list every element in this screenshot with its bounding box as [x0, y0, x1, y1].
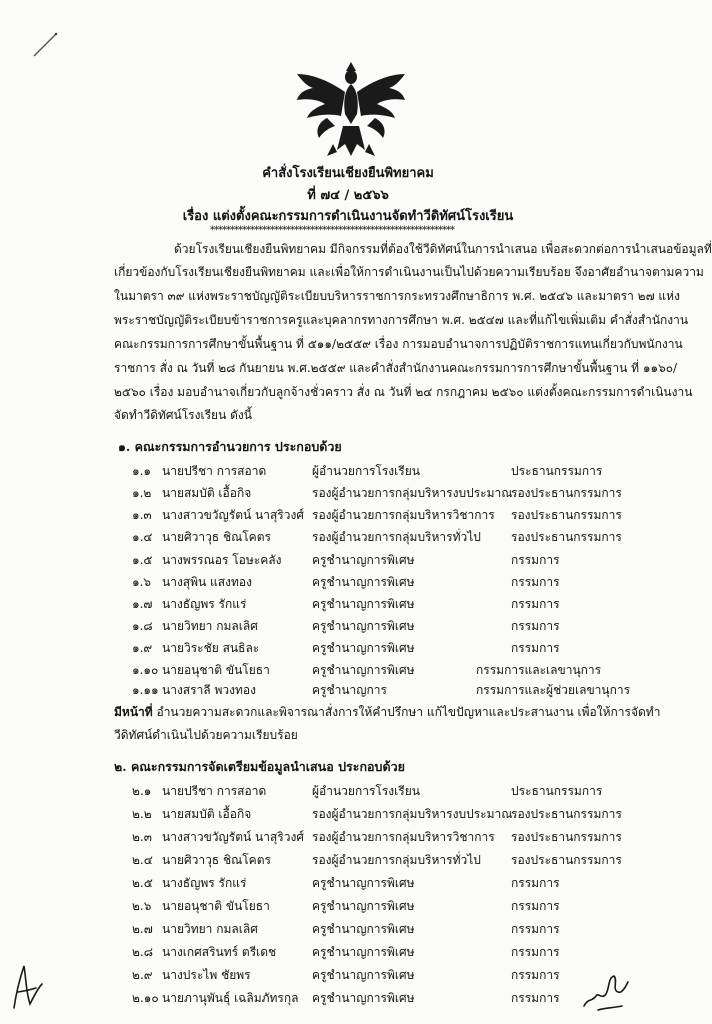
member-name: นายศิวาวุธ ชิณโคตร: [162, 853, 271, 867]
member-role: รองประธานกรรมการ: [511, 807, 622, 821]
table-row: [0, 874, 696, 892]
member-role: รองประธานกรรมการ: [511, 853, 622, 867]
member-no: ๑.๒: [132, 486, 152, 500]
member-no: ๒.๒: [132, 807, 152, 821]
member-position: ผู้อำนวยการโรงเรียน: [312, 464, 420, 478]
table-row: [0, 484, 696, 502]
divider-stars: *************************************************************: [210, 225, 454, 236]
table-row: [0, 617, 696, 635]
member-no: ๑.๗: [132, 597, 153, 611]
member-role: รองประธานกรรมการ: [511, 508, 622, 522]
member-position: ครูชำนาญการพิเศษ: [312, 968, 415, 982]
member-no: ๒.๙: [132, 968, 153, 982]
member-position: ครูชำนาญการพิเศษ: [312, 597, 415, 611]
member-no: ๒.๕: [132, 876, 153, 890]
member-role: กรรมการ: [511, 597, 560, 611]
member-name: นางธัญพร รักแร่: [162, 876, 247, 890]
initials-signature-right-icon: [578, 968, 634, 1016]
member-role: ประธานกรรมการ: [511, 784, 603, 798]
member-name: นายอนุชาติ ขันโยธา: [162, 663, 270, 677]
table-row: [0, 782, 696, 800]
intro-line: ด้วยโรงเรียนเชียงยืนพิทยาคม มีกิจกรรมที่ต้องใช้วีดิทัศน์ในการนำเสนอ เพื่อสะดวกต่อการนำเสนอข้อมูลที่: [174, 242, 712, 256]
member-role: กรรมการ: [511, 922, 560, 936]
member-name: นางเกศสรินทร์ ตรีเดช: [162, 945, 277, 959]
member-position: รองผู้อำนวยการกลุ่มบริหารวิชาการ: [312, 830, 495, 844]
table-row: [0, 551, 696, 569]
member-role: กรรมการ: [511, 876, 560, 890]
member-position: รองผู้อำนวยการกลุ่มบริหารงบประมาณ: [312, 807, 513, 821]
member-role: กรรมการ: [511, 945, 560, 959]
member-position: ครูชำนาญการพิเศษ: [312, 619, 415, 633]
member-name: นางสาวขวัญรัตน์ นาสุริวงศ์: [162, 508, 304, 522]
member-name: นายปรีชา การสอาด: [162, 464, 267, 478]
member-position: ครูชำนาญการพิเศษ: [312, 641, 415, 655]
member-position: ครูชำนาญการพิเศษ: [312, 991, 415, 1005]
member-position: รองผู้อำนวยการกลุ่มบริหารวิชาการ: [312, 508, 495, 522]
intro-line: คณะกรรมการการศึกษาขั้นพื้นฐาน ที่ ๕๑๑/๒๕๕๙ เรื่อง การมอบอำนาจการปฏิบัติราชการแทนเกี่ยวกับพนักงาน: [114, 337, 683, 351]
member-role: กรรมการ: [511, 899, 560, 913]
table-row: [0, 920, 696, 938]
member-no: ๑.๑๐: [132, 663, 159, 677]
member-no: ๑.๖: [132, 575, 152, 589]
member-no: ๒.๗: [132, 922, 153, 936]
member-no: ๑.๓: [132, 508, 152, 522]
member-name: นายภานุพันธุ์ เฉลิมภัทรกุล: [162, 991, 299, 1005]
intro-line: พระราชบัญญัติระเบียบข้าราชการครูและบุคลากรทางการศึกษา พ.ศ. ๒๕๔๗ และที่แก้ไขเพิ่มเติม คำสั่งสำนักงาน: [114, 313, 689, 327]
intro-line: ๒๕๖๐ เรื่อง มอบอำนาจเกี่ยวกับลูกจ้างชั่วคราว สั่ง ณ วันที่ ๒๔ กรกฎาคม ๒๕๖๐ แต่งตั้งคณะกรรมการดำเนินงาน: [114, 385, 693, 399]
order-subject: เรื่อง แต่งตั้งคณะกรรมการดำเนินงานจัดทำวีดิทัศน์โรงเรียน: [182, 209, 514, 224]
intro-line: เกี่ยวข้องกับโรงเรียนเชียงยืนพิทยาคม และเพื่อให้การดำเนินงานเป็นไปด้วยความเรียบร้อย จึงอาศัยอำนาจตามความ: [114, 265, 704, 279]
duty-text: [114, 703, 674, 722]
member-position: รองผู้อำนวยการกลุ่มบริหารงบประมาณ: [312, 486, 513, 500]
order-title: คำสั่งโรงเรียนเชียงยืนพิทยาคม: [262, 166, 434, 181]
table-row: [0, 897, 696, 915]
member-role: กรรมการและผู้ช่วยเลขานุการ: [476, 683, 631, 697]
member-no: ๒.๑๐: [132, 991, 159, 1005]
member-role: ประธานกรรมการ: [511, 464, 603, 478]
member-name: นางธัญพร รักแร่: [162, 597, 247, 611]
member-name: นายวิระชัย สนธิละ: [162, 641, 260, 655]
member-position: ครูชำนาญการพิเศษ: [312, 663, 415, 677]
member-name: นายวิทยา กมลเลิศ: [162, 619, 258, 633]
member-no: ๒.๓: [132, 830, 152, 844]
member-name: นายสมบัติ เอื้อกิจ: [162, 486, 252, 500]
member-role: กรรมการ: [511, 641, 560, 655]
member-position: ผู้อำนวยการโรงเรียน: [312, 784, 420, 798]
member-no: ๑.๔: [132, 530, 153, 544]
table-row: [0, 661, 696, 679]
member-name: นายอนุชาติ ขันโยธา: [162, 899, 270, 913]
member-name: นางสุพิน แสงทอง: [162, 575, 252, 589]
member-position: ครูชำนาญการพิเศษ: [312, 945, 415, 959]
duty-line: วีดิทัศน์ดำเนินไปด้วยความเรียบร้อย: [114, 728, 298, 742]
member-name: นางสราลี พวงทอง: [162, 683, 256, 697]
member-name: นางพรรณอร โอษะคลัง: [162, 553, 282, 567]
table-row: [0, 805, 696, 823]
member-role: กรรมการ: [511, 968, 560, 982]
table-row: [0, 506, 696, 524]
member-no: ๒.๑: [132, 784, 152, 798]
table-row: [0, 528, 696, 546]
table-row: [0, 462, 696, 480]
member-name: นายสมบัติ เอื้อกิจ: [162, 807, 252, 821]
member-position: ครูชำนาญการพิเศษ: [312, 876, 415, 890]
member-no: ๒.๘: [132, 945, 153, 959]
member-position: ครูชำนาญการพิเศษ: [312, 899, 415, 913]
member-no: ๑.๑: [132, 464, 152, 478]
member-no: ๒.๔: [132, 853, 153, 867]
member-position: ครูชำนาญการ: [312, 683, 387, 697]
table-row: [0, 851, 696, 869]
intro-line: ในมาตรา ๓๙ แห่งพระราชบัญญัติระเบียบบริหารราชการกระทรวงศึกษาธิการ พ.ศ. ๒๕๔๖ และมาตรา ๒๗ แห่ง: [114, 289, 680, 303]
garuda-emblem-icon: [293, 60, 409, 160]
member-role: รองประธานกรรมการ: [511, 530, 622, 544]
member-role: กรรมการ: [511, 575, 560, 589]
member-name: นางสาวขวัญรัตน์ นาสุริวงศ์: [162, 830, 304, 844]
member-position: ครูชำนาญการพิเศษ: [312, 553, 415, 567]
member-position: ครูชำนาญการพิเศษ: [312, 922, 415, 936]
member-no: ๑.๕: [132, 553, 153, 567]
table-row: [0, 681, 696, 699]
intro-line: ราชการ สั่ง ณ วันที่ ๒๘ กันยายน พ.ศ.๒๕๕๙ และคำสั่งสำนักงานคณะกรรมการการศึกษาขั้นพื้นฐาน ที่ ๑๑๖๐/: [114, 361, 678, 375]
member-role: กรรมการ: [511, 553, 560, 567]
duty-label: มีหน้าที่: [114, 705, 153, 719]
table-row: [0, 573, 696, 591]
member-role: รองประธานกรรมการ: [511, 486, 622, 500]
table-row: [0, 595, 696, 613]
member-role: รองประธานกรรมการ: [511, 830, 622, 844]
table-row: [0, 943, 696, 961]
table-row: [0, 828, 696, 846]
member-name: นางประไพ ชัยพร: [162, 968, 251, 982]
section1-heading: ๑. คณะกรรมการอำนวยการ ประกอบด้วย: [118, 439, 342, 454]
intro-line: จัดทำวีดิทัศน์โรงเรียน ดังนี้: [114, 408, 252, 422]
initials-signature-left-icon: [8, 958, 48, 1014]
member-name: นายวิทยา กมลเลิศ: [162, 922, 258, 936]
member-no: ๑.๑๑: [132, 683, 159, 697]
member-position: ครูชำนาญการพิเศษ: [312, 575, 415, 589]
member-name: นายปรีชา การสอาด: [162, 784, 267, 798]
member-no: ๒.๖: [132, 899, 152, 913]
table-row: [0, 639, 696, 657]
member-no: ๑.๙: [132, 641, 153, 655]
pen-mark-icon: [30, 30, 60, 60]
member-position: รองผู้อำนวยการกลุ่มบริหารทั่วไป: [312, 853, 481, 867]
section2-heading: ๒. คณะกรรมการจัดเตรียมข้อมูลนำเสนอ ประกอบด้วย: [114, 759, 405, 774]
member-no: ๑.๘: [132, 619, 153, 633]
order-number: ที่ ๗๔ / ๒๕๖๖: [307, 188, 389, 203]
member-name: นายศิวาวุธ ชิณโคตร: [162, 530, 271, 544]
member-role: กรรมการและเลขานุการ: [476, 663, 602, 677]
member-role: กรรมการ: [511, 991, 560, 1005]
member-role: กรรมการ: [511, 619, 560, 633]
duty-line: อำนวยความสะดวกและพิจารณาสั่งการให้คำปรึกษา แก้ไขปัญหาและประสานงาน เพื่อให้การจัดทำ: [152, 705, 661, 719]
member-position: รองผู้อำนวยการกลุ่มบริหารทั่วไป: [312, 530, 481, 544]
